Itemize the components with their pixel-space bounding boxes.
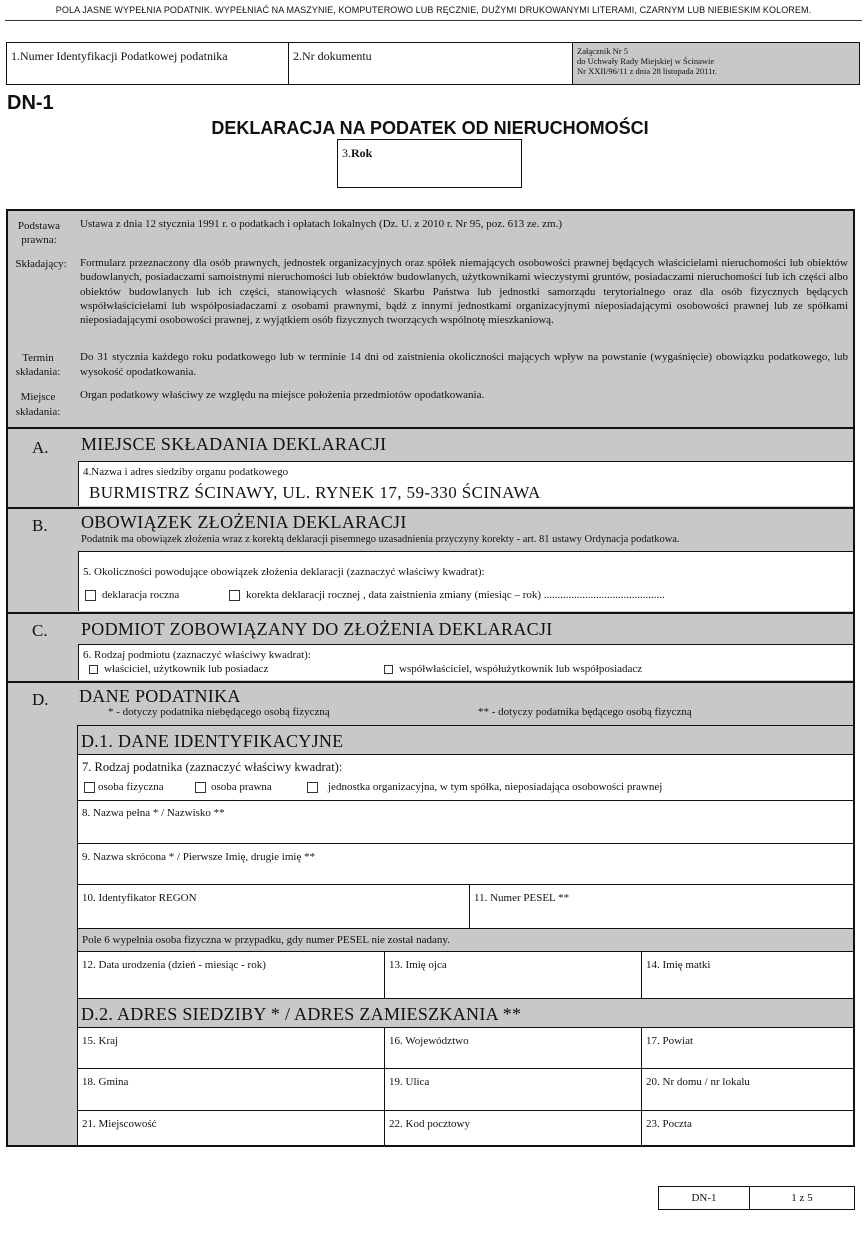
voivodeship-field[interactable] [385, 1028, 642, 1069]
nip-field[interactable] [6, 42, 289, 85]
section-b-subtitle: Podatnik ma obowiązek złożenia wraz z korektą deklaracji pisemnego uzasadnienia przyczyny korekty - art. 81 ustawy Ordynacja podatkowa. [81, 534, 680, 545]
attachment-info [572, 42, 860, 85]
year-label-number: 3. [342, 146, 351, 160]
postal-code-field[interactable] [385, 1111, 642, 1145]
full-name-field[interactable] [78, 801, 853, 844]
house-number-label: 20. Nr domu / nr lokalu [646, 1076, 750, 1088]
option-legal-person-label: osoba prawna [211, 781, 272, 793]
info-basis-label: Podstawa prawna: [17, 220, 61, 246]
option-organizational-unit[interactable] [307, 781, 662, 793]
county-label: 17. Powiat [646, 1035, 694, 1047]
year-label: Rok [351, 146, 373, 160]
attachment-line-2: do Uchwały Rady Miejskiej w Ścinawie [577, 56, 715, 66]
section-d-title: DANE PODATNIKA [79, 686, 241, 706]
doc-number-label: 2.Nr dokumentu [293, 49, 372, 63]
short-name-field[interactable] [78, 844, 853, 885]
father-name-field[interactable] [385, 952, 642, 998]
commune-field[interactable] [78, 1069, 385, 1111]
option-owner-label: właściciel, użytkownik lub posiadacz [104, 663, 269, 675]
section-b-letter: B. [32, 516, 48, 535]
section-d-note-1: * - dotyczy podatnika niebędącego osobą fizyczną [108, 706, 330, 718]
form-code: DN-1 [7, 92, 54, 114]
birth-date-field[interactable] [78, 952, 385, 998]
option-co-owner-label: współwłaściciel, współużytkownik lub współposiadacz [399, 663, 643, 675]
checkbox-correction[interactable] [229, 590, 240, 601]
option-legal-person[interactable] [195, 781, 272, 793]
short-name-label: 9. Nazwa skrócona * / Pierwsze Imię, drugie imię ** [82, 851, 316, 863]
option-correction[interactable] [229, 589, 665, 601]
option-natural-person[interactable] [84, 781, 164, 793]
checkbox-annual[interactable] [85, 590, 96, 601]
header-divider [5, 20, 862, 21]
birth-date-label: 12. Data urodzenia (dzień - miesiąc - rok) [82, 959, 266, 971]
footer-box [658, 1186, 855, 1210]
country-label: 15. Kraj [82, 1035, 119, 1047]
section-d-letter: D. [32, 690, 49, 709]
father-name-label: 13. Imię ojca [389, 959, 447, 971]
info-place-text: Organ podatkowy właściwy ze względu na miejsce położenia przedmiotów opodatkowania. [80, 389, 485, 401]
locality-field[interactable] [78, 1111, 385, 1145]
checkbox-co-owner[interactable] [384, 665, 393, 674]
street-field[interactable] [385, 1069, 642, 1111]
option-owner[interactable] [89, 663, 268, 675]
info-deadline-label: Termin składania: [15, 352, 61, 378]
mother-name-label: 14. Imię matki [646, 959, 711, 971]
option-correction-label: korekta deklaracji rocznej , data zaistnienia zmiany (miesiąc – rok) ............................................ [246, 589, 665, 601]
header-note: POLA JASNE WYPEŁNIA PODATNIK. WYPEŁNIAĆ NA MASZYNIE, KOMPUTEROWO LUB RĘCZNIE, DUŻYMI DRUKOWANYMI LITERAMI, CZARNYM LUB NIEBIESKIM KOLOREM. [55, 5, 812, 15]
commune-label: 18. Gmina [82, 1076, 129, 1088]
option-annual[interactable] [85, 589, 179, 601]
section-b-divider [6, 507, 855, 509]
d1-header-divider [78, 725, 855, 726]
footer-page: 1 z 5 [791, 1192, 813, 1204]
option-annual-label: deklaracja roczna [102, 589, 180, 601]
attachment-line-1: Załącznik Nr 5 [577, 46, 628, 56]
section-a-letter: A. [32, 438, 49, 457]
year-field[interactable] [337, 139, 522, 188]
section-c-letter: C. [32, 621, 48, 640]
declaration-reason-label: 5. Okoliczności powodujące obowiązek złożenia deklaracji (zaznaczyć właściwy kwadrat): [83, 566, 485, 578]
regon-field[interactable] [78, 885, 470, 929]
section-c-divider [6, 612, 855, 614]
taxpayer-type-field [78, 754, 853, 801]
checkbox-organizational-unit[interactable] [307, 782, 318, 793]
option-organizational-unit-label: jednostka organizacyjna, w tym spółka, nieposiadająca osobowości prawnej [328, 781, 663, 793]
tax-office-value: BURMISTRZ ŚCINAWY, UL. RYNEK 17, 59-330 ŚCINAWA [89, 483, 541, 502]
regon-label: 10. Identyfikator REGON [82, 892, 197, 904]
section-a-divider [6, 427, 855, 429]
checkbox-natural-person[interactable] [84, 782, 95, 793]
post-office-field[interactable] [642, 1111, 853, 1145]
house-number-field[interactable] [642, 1069, 853, 1111]
county-field[interactable] [642, 1028, 853, 1069]
page-title: DEKLARACJA NA PODATEK OD NIERUCHOMOŚCI [211, 118, 649, 138]
pole-note: Pole 6 wypełnia osoba fizyczna w przypadku, gdy numer PESEL nie został nadany. [82, 934, 450, 946]
section-c-title: PODMIOT ZOBOWIĄZANY DO ZŁOŻENIA DEKLARACJI [81, 619, 553, 639]
doc-number-field[interactable] [288, 42, 573, 85]
checkbox-legal-person[interactable] [195, 782, 206, 793]
street-label: 19. Ulica [389, 1076, 430, 1088]
section-d-divider [6, 681, 855, 683]
d2-header-divider [78, 998, 855, 999]
declaration-reason-field [78, 551, 853, 611]
pesel-field[interactable] [470, 885, 853, 929]
post-office-label: 23. Poczta [646, 1118, 692, 1130]
tax-office-field[interactable] [78, 461, 853, 506]
info-deadline-text: Do 31 stycznia każdego roku podatkowego lub w terminie 14 dni od zaistnienia okoliczności mających wpływ na powstanie (wygaśnięcie) obowiązku podatkowego, lub wysokość opodatkowania. [80, 351, 848, 378]
mother-name-field[interactable] [642, 952, 853, 998]
section-b-title: OBOWIĄZEK ZŁOŻENIA DEKLARACJI [81, 512, 407, 532]
info-place-label: Miejsce składania: [15, 391, 61, 418]
entity-type-label: 6. Rodzaj podmiotu (zaznaczyć właściwy kwadrat): [83, 649, 311, 661]
postal-code-label: 22. Kod pocztowy [389, 1118, 470, 1130]
tax-office-label: 4.Nazwa i adres siedziby organu podatkowego [83, 466, 289, 478]
pesel-label: 11. Numer PESEL ** [474, 892, 570, 904]
taxpayer-type-label: 7. Rodzaj podatnika (zaznaczyć właściwy kwadrat): [82, 760, 343, 774]
section-d-note-2: ** - dotyczy podatnika będącego osobą fizyczną [478, 706, 692, 718]
info-filers-label: Składający: [15, 258, 67, 270]
voivodeship-label: 16. Województwo [389, 1035, 469, 1047]
checkbox-owner[interactable] [89, 665, 98, 674]
option-co-owner[interactable] [384, 663, 642, 675]
attachment-line-3: Nr XXII/96/11 z dnia 28 listopada 2011r. [577, 66, 717, 76]
d1-title: D.1. DANE IDENTYFIKACYJNE [81, 731, 344, 751]
locality-label: 21. Miejscowość [82, 1118, 157, 1130]
pole-note-bar [78, 929, 853, 952]
nip-label: 1.Numer Identyfikacji Podatkowej podatnika [11, 49, 228, 63]
d2-title: D.2. ADRES SIEDZIBY * / ADRES ZAMIESZKANIA ** [81, 1004, 522, 1024]
country-field[interactable] [78, 1028, 385, 1069]
info-filers-text: Formularz przeznaczony dla osób prawnych, jednostek organizacyjnych oraz spółek niemających osobowości prawnej będących właścicielami nieruchomości lub obiektów budowlanych, posiadaczami samoistnymi nieruchomości lub obiektów budowlanych, użytkownikami wieczystymi gruntów, posiadaczami nieruchomości lub ich części albo obiektów budowlanych lub ich części, stanowiących własność Skarbu Państwa lub jednostki samorządu terytorialnego oraz dla osób fizycznych będących współwłaścicielami lub współposiadaczami z osobami prawnymi, bądź z innymi jednostkami organizacyjnymi nieposiadającymi osobowości prawnej lub ze spółkami nieposiadającymi osobowości prawnej, z wyjątkiem osób fizycznych tworzących wspólnotę mieszkaniową. [80, 257, 848, 327]
option-natural-person-label: osoba fizyczna [98, 781, 164, 793]
info-basis-text: Ustawa z dnia 12 stycznia 1991 r. o podatkach i opłatach lokalnych (Dz. U. z 2010 r. Nr 95, poz. 613 ze. zm.) [80, 218, 563, 230]
footer-form-code: DN-1 [691, 1192, 717, 1204]
full-name-label: 8. Nazwa pełna * / Nazwisko ** [82, 807, 225, 819]
entity-type-field [78, 644, 853, 680]
year-label-wrap [338, 140, 521, 167]
section-a-title: MIEJSCE SKŁADANIA DEKLARACJI [81, 434, 387, 454]
